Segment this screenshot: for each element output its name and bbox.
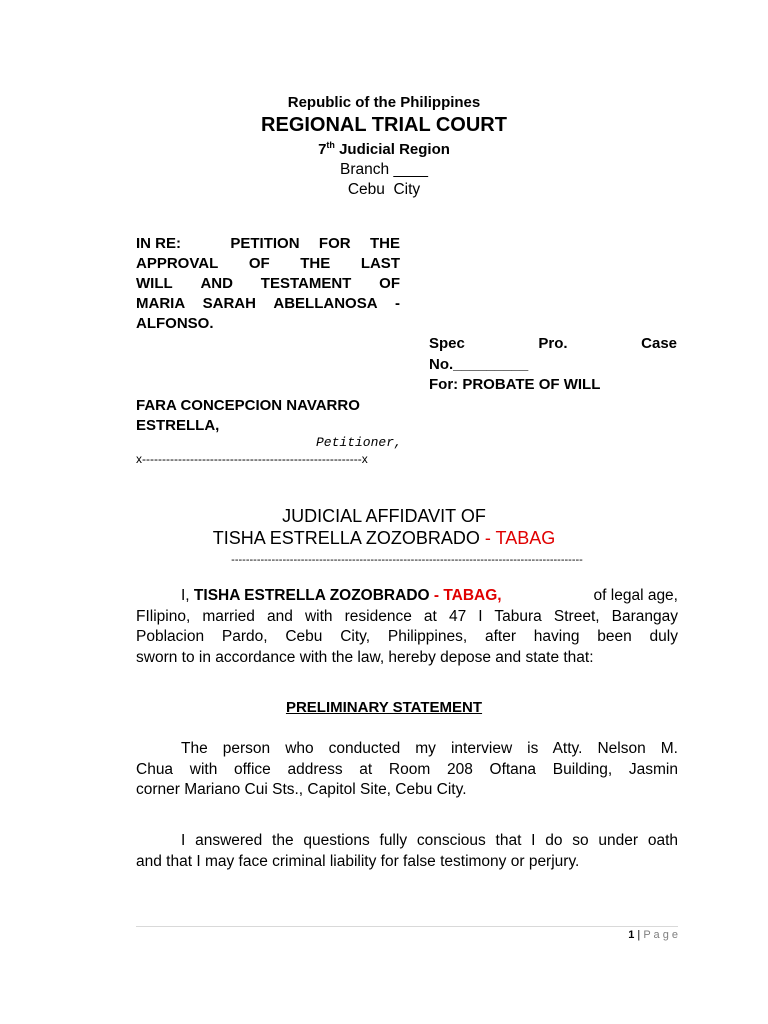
case-word: Case [641, 335, 677, 352]
case-number-line-2: No._________ [429, 356, 529, 373]
caption-word: TESTAMENT [260, 275, 352, 292]
caption-word: LAST [360, 255, 400, 272]
intro-text [181, 586, 502, 607]
caption-word: PETITION [230, 235, 300, 252]
paragraph-line: The person who conducted my interview is Atty. Nelson M. [181, 740, 678, 757]
caption-word: SARAH [202, 295, 256, 312]
case-word: Spec [429, 335, 465, 352]
title-divider: ------------------------------------------------------------------------------------------------ [231, 554, 583, 566]
page-label: P a g e [643, 929, 678, 941]
region-superscript: th [326, 140, 335, 150]
intro-prefix: I, [181, 587, 194, 604]
caption-word: AND [200, 275, 233, 292]
caption-separator: x-------------------------------------------------------x [136, 452, 368, 466]
affidavit-title-line-2 [0, 528, 768, 549]
intro-paragraph [136, 586, 678, 668]
caption-line [136, 234, 400, 254]
affidavit-title-line-1: JUDICIAL AFFIDAVIT OF [282, 506, 486, 526]
page-number: 1 [628, 929, 635, 941]
paragraph-line [136, 586, 678, 607]
affiant-name-inline: TISHA ESTRELLA ZOZOBRADO [193, 587, 430, 604]
caption-word: WILL [136, 275, 173, 292]
caption-word: OF [248, 255, 270, 272]
case-number-line-1 [429, 335, 677, 352]
section-heading: PRELIMINARY STATEMENT [285, 699, 483, 716]
page-footer [628, 929, 678, 941]
case-type-line: For: PROBATE OF WILL [429, 376, 601, 393]
petitioner-name-line-2: ESTRELLA, [136, 417, 220, 434]
footer-rule [136, 926, 678, 927]
affiant-name: TISHA ESTRELLA ZOZOBRADO [212, 528, 480, 548]
republic-heading: Republic of the Philippines [287, 94, 481, 111]
region-text: Judicial Region [334, 141, 450, 158]
caption-word: ALFONSO. [136, 315, 214, 332]
caption-word: THE [300, 255, 331, 272]
caption-word: ABELLANOSA [273, 295, 378, 312]
paragraph-line: I answered the questions fully conscious that I do so under oath [181, 832, 678, 849]
caption-line [136, 254, 400, 274]
paragraph-line: Chua with office address at Room 208 Oftana Building, Jasmin [136, 760, 678, 778]
court-heading: REGIONAL TRIAL COURT [261, 114, 507, 136]
caption-line [136, 314, 400, 334]
region-heading [0, 140, 768, 158]
affiant-surname: - TABAG [479, 528, 556, 548]
paragraph-line: corner Mariano Cui Sts., Capitol Site, Cebu City. [136, 781, 467, 798]
paragraph-line: Poblacion Pardo, Cebu City, Philippines, after having been duly [136, 628, 678, 645]
affiant-surname-inline: - TABAG, [429, 587, 502, 604]
region-number: 7 [318, 141, 327, 158]
intro-rest: of legal age, [593, 587, 678, 604]
caption-line [136, 294, 400, 314]
caption-word: APPROVAL [136, 255, 219, 272]
page-separator: | [637, 929, 641, 941]
city-line: Cebu City [347, 181, 421, 198]
caption-word: THE [369, 235, 400, 252]
caption-word: MARIA [136, 295, 186, 312]
paragraph-line: and that I may face criminal liability for false testimony or perjury. [136, 852, 580, 870]
oath-paragraph [136, 831, 678, 872]
paragraph-line: FIlipino, married and with residence at 47 I Tabura Street, Barangay [136, 607, 678, 625]
caption-word: IN RE: [136, 235, 181, 252]
paragraph-line: sworn to in accordance with the law, hereby depose and state that: [136, 648, 594, 666]
interview-paragraph [136, 739, 678, 801]
branch-line: Branch ____ [340, 161, 428, 178]
caption-line [136, 274, 400, 294]
caption-word: - [395, 295, 400, 312]
caption-word: OF [379, 275, 400, 292]
caption-word: FOR [318, 235, 351, 252]
case-word: Pro. [538, 335, 568, 352]
petitioner-label: Petitioner, [316, 435, 402, 450]
petitioner-name-line-1: FARA CONCEPCION NAVARRO [136, 397, 360, 414]
